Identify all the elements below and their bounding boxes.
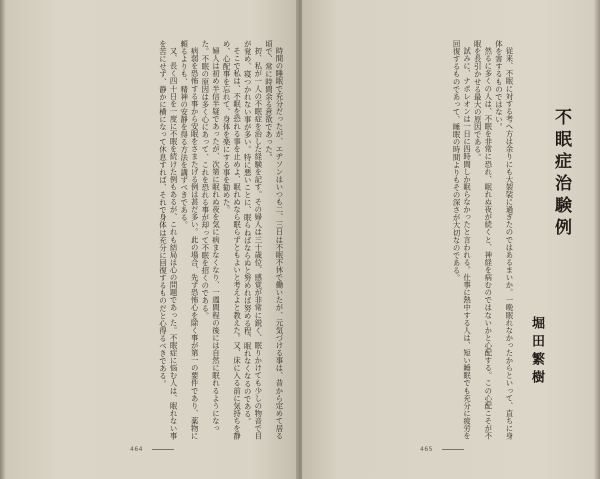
right-paragraph-3: 試みに、ナポレオンは一日に四時間しか眠らなかったと言われる。仕事に熱中する人は、短い睡眠でも充分に疲労を回復するものであって、睡眠の時間よりもその深さが大切なのである。 (452, 40, 472, 440)
left-paragraph-3: そこで私は、不眠を恐れる事を止めよ、眠れぬなら眠らずともよいと考えよと教えた。又、床に入る前に気持ちを静め、心配事を忘れて、身体を楽にする事を勧めた。 (222, 40, 242, 440)
left-page (0, 0, 298, 479)
article-author: 堀田繁樹 (529, 316, 544, 388)
right-page (302, 0, 600, 479)
left-page-text (22, 40, 284, 440)
right-page-number: 465 (420, 446, 433, 453)
left-paragraph-1: 時間の睡眠で充分だったが、エヂソンはいつも二、三日は不眠不休で働いたが、元気づける事は、昔から定めて居る頃で、常に時間余る意欲であった。 (264, 40, 284, 440)
right-page-edge (594, 0, 600, 479)
left-paragraph-5: 病弱を恐怖する事から安眠をさまたげる例は甚だ多い。此の場合、先ず恐怖心を除く事が第一の要件であり、薬物に頼るよりも、精神の安静を得る方法を講ずべきである。 (179, 40, 200, 440)
right-paragraph-1: 従来、不眠に対する考へ方は余りにも大袈裟に過ぎたのではあるまいか。一晩眠れなかったからといって、直ちに身体を害するものではない。 (494, 40, 514, 440)
right-paragraph-2: 然るに多くの人は、不眠を非常に恐れ、眠れぬ夜が続くと、神経を病むのではないかと心配する。この心配こそが不眠を長引かせる最大の原因である。 (473, 40, 493, 440)
left-paragraph-4: 婦人は初め半信半疑であったが、次第に眠れぬ夜を気に病まなくなり、一週間程の後には自然に眠れるようになった。不眠の原因は多く心にあって、これを恐れる事が却って不眠を招くのである。 (200, 40, 221, 433)
left-page-edge (0, 0, 6, 479)
left-paragraph-2: 扨、私が一人の不眠症を治した経験を記す。その婦人は三十歳位、感覚が非常に鋭く、眠りかけても少しの物音で目が覚め、寝つかれない事が多い。特に悪いことに、眠らねばならぬと努めれば努める程、眠れなくなるのである。 (243, 40, 263, 440)
right-page-number-rule (442, 449, 464, 450)
left-page-number: 464 (130, 446, 143, 453)
article-title: 不眠症治験例 (551, 108, 571, 240)
right-page-text (314, 40, 514, 440)
left-paragraph-6: 又、長く四十日を一度に不眠を続けた例もあるが、これも結局は心の問題であった。不眠症に悩む人は、眠れない事を苦にせず、静かに横になって休息すれば、それで身体は充分に回復するものだと心得るべきである。 (158, 40, 179, 440)
left-page-number-rule (152, 449, 174, 450)
